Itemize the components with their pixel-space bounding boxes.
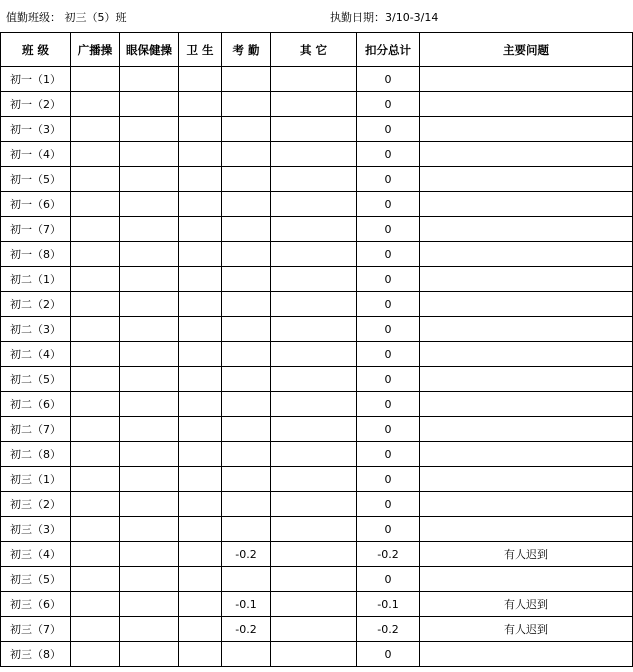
duty-class-label: 值勤班级： 初三（5）班 xyxy=(6,11,127,24)
attendance-cell[interactable] xyxy=(222,342,271,367)
class-cell[interactable]: 初二（6） xyxy=(1,392,71,417)
issue-cell[interactable]: 有人迟到 xyxy=(420,542,633,567)
header-class: 班 级 xyxy=(1,33,71,67)
broadcast-cell[interactable] xyxy=(71,142,120,167)
other-cell[interactable] xyxy=(271,117,357,142)
attendance-cell[interactable] xyxy=(222,492,271,517)
total-deduction-cell[interactable]: 0 xyxy=(357,217,420,242)
other-cell[interactable] xyxy=(271,492,357,517)
table-row xyxy=(1,67,633,92)
hygiene-cell[interactable] xyxy=(179,267,222,292)
other-cell[interactable] xyxy=(271,367,357,392)
attendance-cell[interactable] xyxy=(222,392,271,417)
table-row xyxy=(1,567,633,592)
issue-cell[interactable] xyxy=(420,417,633,442)
eye-exercise-cell[interactable] xyxy=(120,117,179,142)
other-cell[interactable] xyxy=(271,542,357,567)
other-cell[interactable] xyxy=(271,292,357,317)
eye-exercise-cell[interactable] xyxy=(120,567,179,592)
broadcast-cell[interactable] xyxy=(71,392,120,417)
broadcast-cell[interactable] xyxy=(71,567,120,592)
other-cell[interactable] xyxy=(271,92,357,117)
total-deduction-cell[interactable]: 0 xyxy=(357,192,420,217)
issue-cell[interactable]: 有人迟到 xyxy=(420,592,633,617)
attendance-cell[interactable]: -0.2 xyxy=(222,617,271,642)
attendance-cell[interactable]: -0.1 xyxy=(222,592,271,617)
eye-exercise-cell[interactable] xyxy=(120,617,179,642)
total-deduction-cell[interactable]: 0 xyxy=(357,642,420,667)
attendance-cell[interactable] xyxy=(222,242,271,267)
table-row xyxy=(1,117,633,142)
hygiene-cell[interactable] xyxy=(179,517,222,542)
class-cell[interactable]: 初二（3） xyxy=(1,317,71,342)
duty-date-label: 执勤日期：3/10-3/14 xyxy=(330,11,439,24)
table-row xyxy=(1,367,633,392)
eye-exercise-cell[interactable] xyxy=(120,217,179,242)
class-cell[interactable]: 初三（2） xyxy=(1,492,71,517)
class-cell[interactable]: 初二（7） xyxy=(1,417,71,442)
total-deduction-cell[interactable]: 0 xyxy=(357,167,420,192)
other-cell[interactable] xyxy=(271,442,357,467)
class-cell[interactable]: 初三（3） xyxy=(1,517,71,542)
eye-exercise-cell[interactable] xyxy=(120,542,179,567)
class-cell[interactable]: 初一（2） xyxy=(1,92,71,117)
issue-cell[interactable] xyxy=(420,142,633,167)
eye-exercise-cell[interactable] xyxy=(120,367,179,392)
table-row xyxy=(1,467,633,492)
table-row xyxy=(1,392,633,417)
table-row xyxy=(1,542,633,567)
hygiene-cell[interactable] xyxy=(179,467,222,492)
issue-cell[interactable] xyxy=(420,517,633,542)
header-other: 其 它 xyxy=(271,33,357,67)
class-cell[interactable]: 初二（5） xyxy=(1,367,71,392)
broadcast-cell[interactable] xyxy=(71,217,120,242)
total-deduction-cell[interactable]: 0 xyxy=(357,567,420,592)
issue-cell[interactable] xyxy=(420,117,633,142)
issue-cell[interactable] xyxy=(420,492,633,517)
class-cell[interactable]: 初二（4） xyxy=(1,342,71,367)
issue-cell[interactable] xyxy=(420,167,633,192)
class-cell[interactable]: 初三（1） xyxy=(1,467,71,492)
broadcast-cell[interactable] xyxy=(71,442,120,467)
header-attendance: 考 勤 xyxy=(222,33,271,67)
hygiene-cell[interactable] xyxy=(179,342,222,367)
hygiene-cell[interactable] xyxy=(179,142,222,167)
hygiene-cell[interactable] xyxy=(179,592,222,617)
eye-exercise-cell[interactable] xyxy=(120,67,179,92)
table-row xyxy=(1,492,633,517)
broadcast-cell[interactable] xyxy=(71,317,120,342)
eye-exercise-cell[interactable] xyxy=(120,317,179,342)
other-cell[interactable] xyxy=(271,592,357,617)
attendance-cell[interactable] xyxy=(222,442,271,467)
hygiene-cell[interactable] xyxy=(179,617,222,642)
sheet-header xyxy=(0,0,633,32)
hygiene-cell[interactable] xyxy=(179,367,222,392)
eye-exercise-cell[interactable] xyxy=(120,192,179,217)
total-deduction-cell[interactable]: 0 xyxy=(357,467,420,492)
table-row xyxy=(1,592,633,617)
class-cell[interactable]: 初二（8） xyxy=(1,442,71,467)
table-row xyxy=(1,517,633,542)
class-cell[interactable]: 初三（7） xyxy=(1,617,71,642)
issue-cell[interactable] xyxy=(420,217,633,242)
header-broadcast-exercise: 广播操 xyxy=(71,33,120,67)
table-row xyxy=(1,617,633,642)
attendance-cell[interactable] xyxy=(222,92,271,117)
table-row xyxy=(1,292,633,317)
hygiene-cell[interactable] xyxy=(179,192,222,217)
class-cell[interactable]: 初三（4） xyxy=(1,542,71,567)
other-cell[interactable] xyxy=(271,567,357,592)
issue-cell[interactable] xyxy=(420,467,633,492)
eye-exercise-cell[interactable] xyxy=(120,467,179,492)
attendance-cell[interactable] xyxy=(222,467,271,492)
issue-cell[interactable] xyxy=(420,392,633,417)
issue-cell[interactable] xyxy=(420,92,633,117)
hygiene-cell[interactable] xyxy=(179,392,222,417)
hygiene-cell[interactable] xyxy=(179,117,222,142)
total-deduction-cell[interactable]: 0 xyxy=(357,142,420,167)
attendance-cell[interactable] xyxy=(222,292,271,317)
broadcast-cell[interactable] xyxy=(71,92,120,117)
hygiene-cell[interactable] xyxy=(179,292,222,317)
class-cell[interactable]: 初一（4） xyxy=(1,142,71,167)
attendance-cell[interactable] xyxy=(222,567,271,592)
total-deduction-cell[interactable]: 0 xyxy=(357,117,420,142)
broadcast-cell[interactable] xyxy=(71,242,120,267)
total-deduction-cell[interactable]: 0 xyxy=(357,67,420,92)
header-main-issue: 主要问题 xyxy=(420,33,633,67)
other-cell[interactable] xyxy=(271,267,357,292)
total-deduction-cell[interactable]: 0 xyxy=(357,442,420,467)
issue-cell[interactable] xyxy=(420,642,633,667)
eye-exercise-cell[interactable] xyxy=(120,642,179,667)
table-row xyxy=(1,92,633,117)
eye-exercise-cell[interactable] xyxy=(120,267,179,292)
class-cell[interactable]: 初一（3） xyxy=(1,117,71,142)
class-cell[interactable]: 初三（5） xyxy=(1,567,71,592)
hygiene-cell[interactable] xyxy=(179,542,222,567)
other-cell[interactable] xyxy=(271,617,357,642)
class-cell[interactable]: 初一（6） xyxy=(1,192,71,217)
broadcast-cell[interactable] xyxy=(71,417,120,442)
attendance-cell[interactable] xyxy=(222,142,271,167)
other-cell[interactable] xyxy=(271,67,357,92)
table-row xyxy=(1,417,633,442)
eye-exercise-cell[interactable] xyxy=(120,517,179,542)
table-row xyxy=(1,442,633,467)
attendance-cell[interactable] xyxy=(222,167,271,192)
other-cell[interactable] xyxy=(271,142,357,167)
hygiene-cell[interactable] xyxy=(179,417,222,442)
duty-score-table xyxy=(0,32,633,667)
other-cell[interactable] xyxy=(271,317,357,342)
attendance-cell[interactable] xyxy=(222,117,271,142)
table-row xyxy=(1,267,633,292)
total-deduction-cell[interactable]: 0 xyxy=(357,317,420,342)
issue-cell[interactable] xyxy=(420,292,633,317)
other-cell[interactable] xyxy=(271,467,357,492)
total-deduction-cell[interactable]: 0 xyxy=(357,242,420,267)
attendance-cell[interactable] xyxy=(222,217,271,242)
attendance-cell[interactable] xyxy=(222,367,271,392)
total-deduction-cell[interactable]: 0 xyxy=(357,267,420,292)
attendance-cell[interactable] xyxy=(222,417,271,442)
eye-exercise-cell[interactable] xyxy=(120,292,179,317)
attendance-cell[interactable] xyxy=(222,517,271,542)
class-cell[interactable]: 初三（8） xyxy=(1,642,71,667)
attendance-cell[interactable] xyxy=(222,267,271,292)
broadcast-cell[interactable] xyxy=(71,292,120,317)
total-deduction-cell[interactable]: 0 xyxy=(357,517,420,542)
table-row xyxy=(1,642,633,667)
total-deduction-cell[interactable]: 0 xyxy=(357,392,420,417)
broadcast-cell[interactable] xyxy=(71,642,120,667)
broadcast-cell[interactable] xyxy=(71,192,120,217)
total-deduction-cell[interactable]: -0.2 xyxy=(357,542,420,567)
header-total-deduction: 扣分总计 xyxy=(357,33,420,67)
hygiene-cell[interactable] xyxy=(179,492,222,517)
broadcast-cell[interactable] xyxy=(71,67,120,92)
broadcast-cell[interactable] xyxy=(71,542,120,567)
class-cell[interactable]: 初一（5） xyxy=(1,167,71,192)
other-cell[interactable] xyxy=(271,342,357,367)
table-row xyxy=(1,342,633,367)
class-cell[interactable]: 初一（7） xyxy=(1,217,71,242)
total-deduction-cell[interactable]: 0 xyxy=(357,342,420,367)
attendance-cell[interactable] xyxy=(222,642,271,667)
total-deduction-cell[interactable]: 0 xyxy=(357,92,420,117)
class-cell[interactable]: 初一（8） xyxy=(1,242,71,267)
attendance-cell[interactable]: -0.2 xyxy=(222,542,271,567)
issue-cell[interactable] xyxy=(420,242,633,267)
eye-exercise-cell[interactable] xyxy=(120,492,179,517)
issue-cell[interactable] xyxy=(420,567,633,592)
issue-cell[interactable] xyxy=(420,342,633,367)
header-hygiene: 卫 生 xyxy=(179,33,222,67)
table-row xyxy=(1,142,633,167)
issue-cell[interactable] xyxy=(420,267,633,292)
broadcast-cell[interactable] xyxy=(71,167,120,192)
hygiene-cell[interactable] xyxy=(179,217,222,242)
header-eye-exercise: 眼保健操 xyxy=(120,33,179,67)
table-row xyxy=(1,242,633,267)
hygiene-cell[interactable] xyxy=(179,442,222,467)
total-deduction-cell[interactable]: 0 xyxy=(357,367,420,392)
hygiene-cell[interactable] xyxy=(179,642,222,667)
other-cell[interactable] xyxy=(271,242,357,267)
broadcast-cell[interactable] xyxy=(71,342,120,367)
eye-exercise-cell[interactable] xyxy=(120,167,179,192)
other-cell[interactable] xyxy=(271,517,357,542)
total-deduction-cell[interactable]: 0 xyxy=(357,417,420,442)
other-cell[interactable] xyxy=(271,642,357,667)
table-body xyxy=(1,67,633,667)
other-cell[interactable] xyxy=(271,392,357,417)
table-row xyxy=(1,192,633,217)
total-deduction-cell[interactable]: -0.1 xyxy=(357,592,420,617)
broadcast-cell[interactable] xyxy=(71,592,120,617)
table-row xyxy=(1,317,633,342)
attendance-cell[interactable] xyxy=(222,192,271,217)
table-row xyxy=(1,167,633,192)
hygiene-cell[interactable] xyxy=(179,567,222,592)
broadcast-cell[interactable] xyxy=(71,467,120,492)
eye-exercise-cell[interactable] xyxy=(120,142,179,167)
other-cell[interactable] xyxy=(271,217,357,242)
eye-exercise-cell[interactable] xyxy=(120,342,179,367)
table-header-row xyxy=(1,33,633,67)
other-cell[interactable] xyxy=(271,167,357,192)
eye-exercise-cell[interactable] xyxy=(120,417,179,442)
issue-cell[interactable] xyxy=(420,192,633,217)
broadcast-cell[interactable] xyxy=(71,617,120,642)
hygiene-cell[interactable] xyxy=(179,317,222,342)
broadcast-cell[interactable] xyxy=(71,517,120,542)
hygiene-cell[interactable] xyxy=(179,167,222,192)
eye-exercise-cell[interactable] xyxy=(120,392,179,417)
broadcast-cell[interactable] xyxy=(71,367,120,392)
issue-cell[interactable] xyxy=(420,67,633,92)
class-cell[interactable]: 初一（1） xyxy=(1,67,71,92)
attendance-cell[interactable] xyxy=(222,317,271,342)
class-cell[interactable]: 初二（2） xyxy=(1,292,71,317)
total-deduction-cell[interactable]: 0 xyxy=(357,492,420,517)
total-deduction-cell[interactable]: -0.2 xyxy=(357,617,420,642)
eye-exercise-cell[interactable] xyxy=(120,592,179,617)
hygiene-cell[interactable] xyxy=(179,92,222,117)
eye-exercise-cell[interactable] xyxy=(120,442,179,467)
issue-cell[interactable]: 有人迟到 xyxy=(420,617,633,642)
issue-cell[interactable] xyxy=(420,442,633,467)
eye-exercise-cell[interactable] xyxy=(120,242,179,267)
class-cell[interactable]: 初二（1） xyxy=(1,267,71,292)
broadcast-cell[interactable] xyxy=(71,492,120,517)
broadcast-cell[interactable] xyxy=(71,267,120,292)
issue-cell[interactable] xyxy=(420,367,633,392)
other-cell[interactable] xyxy=(271,417,357,442)
issue-cell[interactable] xyxy=(420,317,633,342)
other-cell[interactable] xyxy=(271,192,357,217)
hygiene-cell[interactable] xyxy=(179,67,222,92)
broadcast-cell[interactable] xyxy=(71,117,120,142)
eye-exercise-cell[interactable] xyxy=(120,92,179,117)
table-row xyxy=(1,217,633,242)
attendance-cell[interactable] xyxy=(222,67,271,92)
hygiene-cell[interactable] xyxy=(179,242,222,267)
total-deduction-cell[interactable]: 0 xyxy=(357,292,420,317)
class-cell[interactable]: 初三（6） xyxy=(1,592,71,617)
